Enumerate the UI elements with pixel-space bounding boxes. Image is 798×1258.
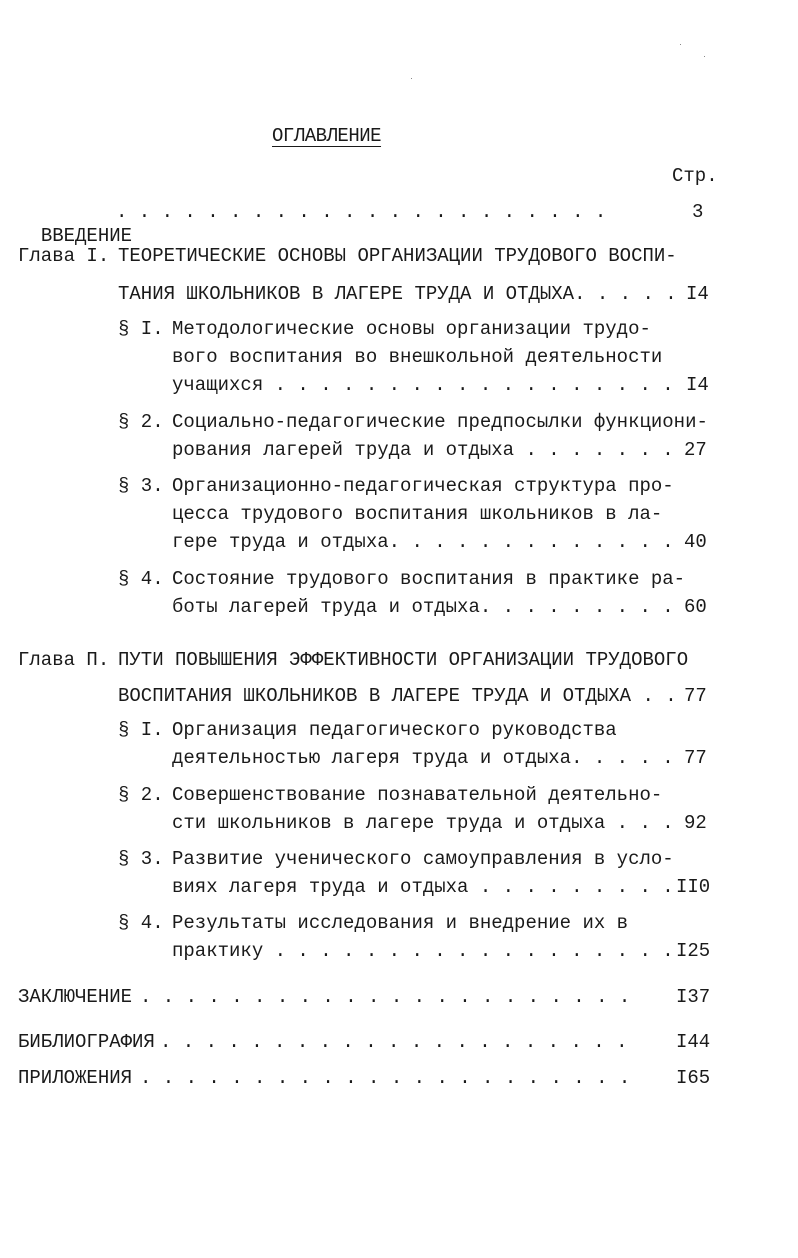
page-number: II0 — [676, 876, 711, 898]
toc-label: ВВЕДЕНИЕ — [40, 225, 133, 247]
section-number: § I. — [118, 318, 164, 340]
page-number: 40 — [684, 531, 707, 553]
page-number: 92 — [684, 812, 707, 834]
page-number: I37 — [676, 986, 711, 1008]
chapter-title-line: ПУТИ ПОВЫШЕНИЯ ЭФФЕКТИВНОСТИ ОРГАНИЗАЦИИ ТРУДОВОГО — [118, 649, 689, 671]
section-line: боты лагерей труда и отдыха. . . . . . . . . — [172, 596, 674, 618]
section-line: вого воспитания во внешкольной деятельности — [172, 346, 663, 368]
section-line: Методологические основы организации трудо- — [172, 318, 651, 340]
page-number: 77 — [684, 747, 707, 769]
section-number: § 3. — [118, 475, 164, 497]
section-number: § 2. — [118, 784, 164, 806]
section-line: деятельностью лагеря труда и отдыха. . . . . — [172, 747, 674, 769]
page-number: 77 — [684, 685, 707, 707]
section-number: § 2. — [118, 411, 164, 433]
scan-speck — [704, 56, 705, 57]
page-number: I25 — [676, 940, 711, 962]
section-line: виях лагеря труда и отдыха . . . . . . . . . — [172, 876, 674, 898]
section-number: § I. — [118, 719, 164, 741]
leader-dots: . . . . . . . . . . . . . . . . . . . . . — [160, 1031, 628, 1053]
toc-entry-bibliography: БИБЛИОГРАФИЯ — [18, 1031, 155, 1053]
toc-entry-conclusion: ЗАКЛЮЧЕНИЕ — [18, 986, 133, 1008]
section-number: § 4. — [118, 568, 164, 590]
section-line: учащихся . . . . . . . . . . . . . . . . . . — [172, 374, 674, 396]
page-number: I65 — [676, 1067, 711, 1089]
leader-dots: . . . . . . . . . . . . . . . . . . . . . . — [116, 201, 607, 223]
section-number: § 3. — [118, 848, 164, 870]
page-number: 3 — [692, 201, 704, 223]
page-number: 27 — [684, 439, 707, 461]
toc-entry-intro — [18, 200, 133, 247]
scan-speck — [680, 44, 681, 45]
chapter-title-line: ВОСПИТАНИЯ ШКОЛЬНИКОВ В ЛАГЕРЕ ТРУДА И ОТДЫХА . . — [118, 685, 677, 707]
scan-speck — [411, 78, 412, 79]
section-line: практику . . . . . . . . . . . . . . . . . . — [172, 940, 674, 962]
section-line: сти школьников в лагере труда и отдыха . . . — [172, 812, 674, 834]
page-number: I4 — [686, 374, 709, 396]
chapter-prefix: Глава I. — [18, 245, 110, 267]
leader-dots: . . . . . . . . . . . . . . . . . . . . . . — [140, 986, 631, 1008]
chapter-prefix: Глава П. — [18, 649, 110, 671]
section-line: Совершенствование познавательной деятельно- — [172, 784, 663, 806]
section-number: § 4. — [118, 912, 164, 934]
section-line: Результаты исследования и внедрение их в — [172, 912, 629, 934]
section-line: Развитие ученического самоуправления в усло- — [172, 848, 674, 870]
leader-dots: . . . . . . . . . . . . . . . . . . . . . . — [140, 1067, 631, 1089]
page-number: I44 — [676, 1031, 711, 1053]
page-number: I4 — [686, 283, 709, 305]
section-line: Социально-педагогические предпосылки функциони- — [172, 411, 708, 433]
section-line: гере труда и отдыха. . . . . . . . . . . . . — [172, 531, 674, 553]
chapter-title-line: ТАНИЯ ШКОЛЬНИКОВ В ЛАГЕРЕ ТРУДА И ОТДЫХА. . . . . — [118, 283, 677, 305]
section-line: Организационно-педагогическая структура про- — [172, 475, 674, 497]
section-line: цесса трудового воспитания школьников в ла- — [172, 503, 663, 525]
page-title: ОГЛАВЛЕНИЕ — [272, 125, 382, 147]
section-line: Состояние трудового воспитания в практике ра- — [172, 568, 686, 590]
section-line: рования лагерей труда и отдыха . . . . . . . — [172, 439, 674, 461]
page-number: 60 — [684, 596, 707, 618]
toc-entry-appendices: ПРИЛОЖЕНИЯ — [18, 1067, 133, 1089]
chapter-title-line: ТЕОРЕТИЧЕСКИЕ ОСНОВЫ ОРГАНИЗАЦИИ ТРУДОВОГО ВОСПИ- — [118, 245, 677, 267]
page-column-label: Стр. — [672, 165, 718, 187]
section-line: Организация педагогического руководства — [172, 719, 617, 741]
